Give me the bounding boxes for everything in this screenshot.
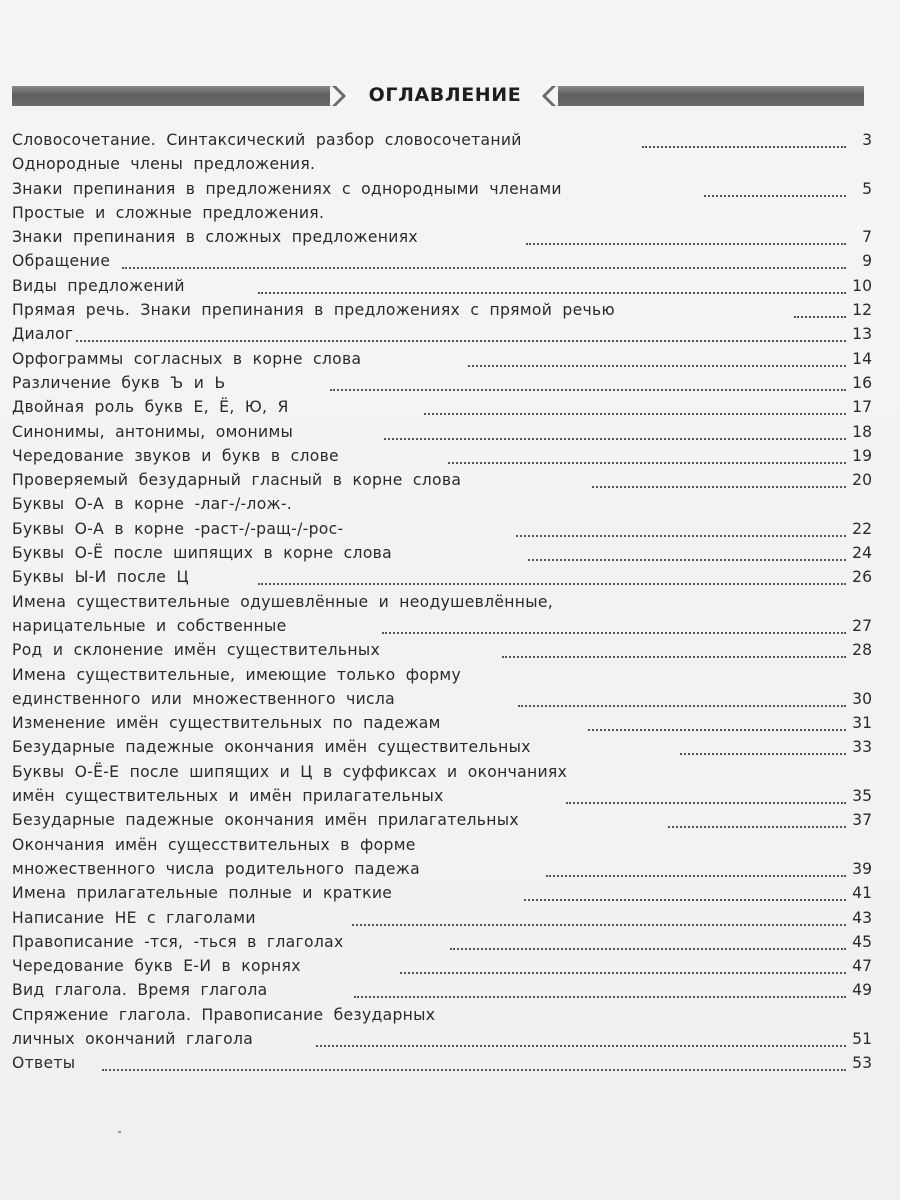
toc-entry[interactable] [12, 590, 872, 614]
toc-entry[interactable] [12, 808, 872, 832]
dot-leader [384, 436, 846, 440]
toc-entry[interactable] [12, 1051, 872, 1075]
toc-page-number: 53 [852, 1054, 872, 1073]
toc-entry-title: Изменение имён существительных по падежам [12, 714, 441, 733]
dot-leader [258, 290, 846, 294]
toc-entry-title: Словосочетание. Синтаксический разбор словосочетаний [12, 131, 522, 149]
dot-leader [316, 1043, 846, 1047]
toc-entry[interactable] [12, 857, 872, 881]
scan-speck [118, 1131, 121, 1133]
toc-page-number: 43 [852, 908, 872, 927]
dot-leader [400, 970, 846, 974]
toc-entry[interactable] [12, 128, 872, 152]
toc-entry[interactable] [12, 225, 872, 249]
toc-entry[interactable] [12, 954, 872, 978]
toc-entry-title: Буквы О-Ё после шипящих в корне слова [12, 544, 393, 563]
toc-entry[interactable] [12, 274, 872, 298]
toc-entry-title: Буквы О-А в корне -раст-/-ращ-/-рос- [12, 519, 344, 538]
toc-entry[interactable] [12, 444, 872, 468]
dot-leader [122, 265, 846, 269]
toc-entry[interactable] [12, 978, 872, 1002]
dot-leader [592, 484, 846, 488]
header-bar-right [558, 86, 864, 106]
toc-page-number: 47 [852, 957, 872, 976]
toc-entry-title: Имена прилагательные полные и краткие [12, 884, 393, 903]
dot-leader [588, 727, 846, 731]
page-title: ОГЛАВЛЕНИЕ [368, 84, 522, 106]
toc-entry[interactable] [12, 881, 872, 905]
toc-entry-title: Вид глагола. Время глагола [12, 981, 268, 1000]
toc-page-number: 39 [852, 859, 872, 878]
header-bar-left [12, 86, 330, 106]
dot-leader [448, 460, 846, 464]
toc-entry-title: Безударные падежные окончания имён существительных [12, 738, 531, 757]
toc-page-number: 7 [862, 228, 872, 247]
toc-entry[interactable] [12, 322, 872, 346]
toc-entry[interactable] [12, 711, 872, 735]
dot-leader [668, 824, 846, 828]
toc-entry[interactable] [12, 833, 872, 857]
toc-page-number: 5 [862, 179, 872, 198]
toc-entry[interactable] [12, 614, 872, 638]
toc-page-number: 35 [852, 787, 872, 806]
dot-leader [468, 363, 846, 367]
toc-entry-title: Синонимы, антонимы, омонимы [12, 422, 294, 441]
dot-leader [566, 800, 846, 804]
toc-entry[interactable] [12, 541, 872, 565]
toc-entry-title: Двойная роль букв Е, Ё, Ю, Я [12, 398, 289, 417]
toc-page-number: 20 [852, 471, 872, 490]
dot-leader [794, 314, 846, 318]
toc-entry-title: нарицательные и собственные [12, 616, 287, 635]
toc-page-number: 3 [862, 131, 872, 149]
toc-page-number: 19 [852, 446, 872, 465]
table-of-contents [12, 128, 872, 1076]
toc-entry[interactable] [12, 420, 872, 444]
toc-page-number: 45 [852, 932, 872, 951]
toc-entry-title: Простые и сложные предложения. [12, 203, 325, 222]
toc-entry-title: Род и склонение имён существительных [12, 641, 381, 660]
toc-entry[interactable] [12, 760, 872, 784]
dot-leader [528, 557, 846, 561]
dot-leader [546, 873, 846, 877]
toc-entry[interactable] [12, 492, 872, 516]
toc-page-number: 10 [852, 276, 872, 295]
dot-leader [680, 751, 846, 755]
toc-page-number: 9 [862, 252, 872, 271]
dot-leader [352, 922, 846, 926]
dot-leader [258, 581, 846, 585]
toc-page-number: 28 [852, 641, 872, 660]
toc-entry-title: Написание НЕ с глаголами [12, 908, 256, 927]
toc-entry-title: личных окончаний глагола [12, 1029, 254, 1048]
dot-leader [424, 411, 846, 415]
dot-leader [382, 630, 846, 634]
toc-entry-title: Имена существительные, имеющие только форму [12, 665, 461, 684]
toc-entry-title: Чередование звуков и букв в слове [12, 446, 339, 465]
dot-leader [76, 338, 846, 342]
toc-entry[interactable] [12, 177, 872, 201]
toc-page-number: 27 [852, 616, 872, 635]
toc-entry[interactable] [12, 784, 872, 808]
toc-entry[interactable] [12, 687, 872, 711]
toc-entry-title: Окончания имён сущесствительных в форме [12, 835, 416, 854]
toc-entry[interactable] [12, 468, 872, 492]
dot-leader [526, 241, 846, 245]
toc-page-number: 13 [852, 325, 872, 344]
toc-entry[interactable] [12, 201, 872, 225]
toc-entry-title: единственного или множественного числа [12, 689, 396, 708]
dot-leader [704, 193, 846, 197]
toc-entry[interactable] [12, 517, 872, 541]
section-header [12, 82, 864, 112]
toc-entry[interactable] [12, 347, 872, 371]
toc-page-number: 30 [852, 689, 872, 708]
toc-page-number: 37 [852, 811, 872, 830]
toc-page-number: 33 [852, 738, 872, 757]
toc-page-number: 22 [852, 519, 872, 538]
dot-leader [516, 533, 846, 537]
dot-leader [502, 654, 846, 658]
toc-entry-title: Проверяемый безударный гласный в корне слова [12, 471, 462, 490]
toc-page-number: 14 [852, 349, 872, 368]
toc-entry[interactable] [12, 249, 872, 273]
toc-entry-title: Диалог [12, 325, 74, 344]
toc-page-number: 49 [852, 981, 872, 1000]
toc-entry-title: Однородные члены предложения. [12, 155, 316, 174]
toc-entry[interactable] [12, 906, 872, 930]
toc-page-number: 51 [852, 1029, 872, 1048]
toc-entry-title: Обращение [12, 252, 111, 271]
dot-leader [642, 144, 846, 148]
toc-entry[interactable] [12, 371, 872, 395]
toc-entry[interactable] [12, 1003, 872, 1027]
dot-leader [518, 703, 846, 707]
toc-entry[interactable] [12, 565, 872, 589]
toc-entry[interactable] [12, 663, 872, 687]
toc-entry-title: Буквы О-Ё-Е после шипящих и Ц в суффиксах и окончаниях [12, 762, 568, 781]
toc-entry-title: Знаки препинания в предложениях с однородными членами [12, 179, 562, 198]
toc-page-number: 31 [852, 714, 872, 733]
toc-entry-title: Безударные падежные окончания имён прилагательных [12, 811, 519, 830]
dot-leader [450, 946, 846, 950]
toc-entry-title: Буквы Ы-И после Ц [12, 568, 189, 587]
toc-entry-title: Правописание -тся, -ться в глаголах [12, 932, 344, 951]
toc-entry-title: Ответы [12, 1054, 76, 1073]
toc-entry[interactable] [12, 298, 872, 322]
dot-leader [330, 387, 846, 391]
toc-entry[interactable] [12, 638, 872, 662]
toc-page-number: 16 [852, 373, 872, 392]
toc-entry-title: Прямая речь. Знаки препинания в предложениях с прямой речью [12, 301, 615, 320]
toc-entry-title: Чередование букв Е-И в корнях [12, 957, 301, 976]
toc-entry[interactable] [12, 930, 872, 954]
chevron-left-icon [538, 86, 556, 106]
toc-entry[interactable] [12, 152, 872, 176]
dot-leader [354, 994, 846, 998]
dot-leader [102, 1067, 846, 1071]
toc-entry-title: множественного числа родительного падежа [12, 859, 420, 878]
toc-page-number: 24 [852, 544, 872, 563]
toc-page-number: 41 [852, 884, 872, 903]
toc-page-number: 12 [852, 301, 872, 320]
toc-page-number: 17 [852, 398, 872, 417]
chevron-right-icon [332, 86, 350, 106]
toc-entry[interactable] [12, 735, 872, 759]
toc-entry-title: Различение букв Ъ и Ь [12, 373, 226, 392]
toc-entry-title: Буквы О-А в корне -лаг-/-лож-. [12, 495, 293, 514]
toc-entry[interactable] [12, 395, 872, 419]
toc-entry-title: Знаки препинания в сложных предложениях [12, 228, 418, 247]
dot-leader [524, 897, 846, 901]
toc-entry-title: Виды предложений [12, 276, 185, 295]
toc-entry-title: Орфограммы согласных в корне слова [12, 349, 362, 368]
toc-entry-title: Имена существительные одушевлённые и неодушевлённые, [12, 592, 554, 611]
toc-entry-title: имён существительных и имён прилагательных [12, 787, 444, 806]
toc-page-number: 18 [852, 422, 872, 441]
toc-entry-title: Спряжение глагола. Правописание безударных [12, 1005, 436, 1024]
toc-entry[interactable] [12, 1027, 872, 1051]
toc-page-number: 26 [852, 568, 872, 587]
